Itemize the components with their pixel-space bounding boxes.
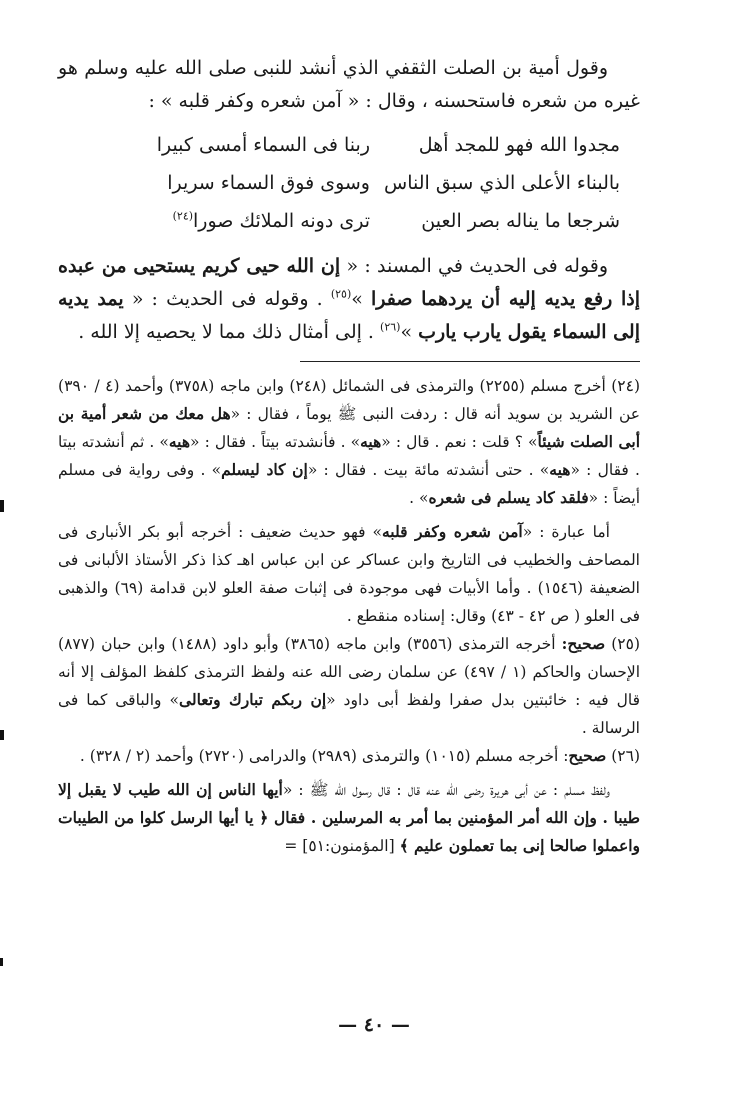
page-content <box>58 52 640 860</box>
footnote-ref: (٢٤) <box>172 209 194 223</box>
scan-mark <box>0 730 4 740</box>
scan-mark <box>0 958 3 966</box>
footnote-26: (٢٦) صحيح: أخرجه مسلم (١٠١٥) والترمذى (٢٩٨٩) والدرامى (٢٧٢٠) وأحمد (٢ / ٣٢٨) . <box>79 746 640 765</box>
poem-verse <box>58 164 640 202</box>
footnote-25: (٢٥) صحيح: أخرجه الترمذى (٣٥٥٦) وابن ماجه (٣٨٦٥) وأبو داود (١٤٨٨) وابن حبان (٨٧٧) الإحسان والحاكم (١ / ٤٩٧) عن سلمان رضى الله عنه ولفظ الترمذى كلفظ المؤلف إلا أنه قال فيه : خائبتين بدل صفرا ولفظ أبى داود «إن ربكم تبارك وتعالى» والباقى كما فى الرسالة . <box>58 634 641 737</box>
poem-verse <box>58 126 640 164</box>
verse-second-hemistich: ترى دونه الملائك صورا$^{(٢٤)}$ <box>172 209 370 232</box>
footnote-ref: (٢٥) <box>330 287 352 301</box>
scan-mark <box>0 500 4 512</box>
verse-second-hemistich: وسوى فوق السماء سريرا <box>167 172 370 194</box>
footnote-24-continued: أما عبارة : «آمن شعره وكفر قلبه» فهو حديث ضعيف : أخرجه أبو بكر الأنبارى فى المصاحف والخطيب فى التاريخ وابن عساكر عن ابن عباس اهـ كذا ذكر الأستاذ الألبانى فى الضعيفة (١٥٤٦) . وأما الأبيات فهى موجودة فى إثبات صفة العلو لابن قدامة (٦٩) والذهبى فى العلو ( ص ٤٢ - ٤٣) وقال: إسناده منقطع . <box>58 522 640 625</box>
main-text <box>58 52 640 349</box>
paragraph-hadith: وقوله فى الحديث في المسند : « إن الله حيى كريم يستحيى من عبده إذا رفع يديه إليه أن يردهما صفرا »$^{(٢٥)}$ . وقوله فى الحديث : « يمد يديه إلى السماء يقول يارب يارب »$^{(٢٦)}$ . إلى أمثال ذلك مما لا يحصيه إلا الله . <box>58 255 641 343</box>
footnote-26-continued: ولفظ مسلم : عن أبى هريرة رضى الله عنه قال : قال رسول الله ﷺ : «أيها الناس إن الله طيب لا يقبل إلا طيبا . وإن الله أمر المؤمنين بما أمر به المرسلين . فقال ﴿ يا أيها الرسل كلوا من الطيبات واعملوا صالحا إنى بما تعملون عليم ﴾ [المؤمنون:٥١] = <box>58 780 640 855</box>
poem-verse <box>58 202 640 240</box>
verse-second-hemistich: ربنا فى السماء أمسى كبيرا <box>156 134 370 156</box>
footnote-separator <box>300 361 640 362</box>
footnote-24: (٢٤) أخرج مسلم (٢٢٥٥) والترمذى فى الشمائل (٢٤٨) وابن ماجه (٣٧٥٨) وأحمد (٤ / ٣٩٠) عن الشريد بن سويد أنه قال : ردفت النبى ﷺ يوماً ، فقال : «هل معك من شعر أمية بن أبى الصلت شيئاً» ؟ قلت : نعم . قال : «هيه» . فأنشدته بيتاً . فقال : «هيه» . ثم أنشدته بيتا . فقال : «هيه» . حتى أنشدته مائة بيت . فقال : «إن كاد ليسلم» . وفى رواية فى مسلم أيضاً : «فلقد كاد يسلم فى شعره» . <box>58 377 641 507</box>
hadith-quote: إن الله حيى كريم يستحيى من عبده إذا رفع يديه إليه أن يردهما صفرا <box>58 255 641 310</box>
paragraph-intro: وقول أمية بن الصلت الثقفي الذي أنشد للنبى صلى الله عليه وسلم هو غيره من شعره فاستحسنه ، وقال : « آمن شعره وكفر قلبه » : <box>58 57 640 112</box>
hadith-quote: يمد يديه إلى السماء يقول يارب يارب <box>58 288 640 343</box>
footnote-ref: (٢٦) <box>380 320 401 334</box>
verse-first-hemistich: بالبناء الأعلى الذي سبق الناس <box>384 172 620 194</box>
footnotes <box>58 372 640 860</box>
page-number: — ٤٠ — <box>338 1014 410 1036</box>
verse-first-hemistich: مجدوا الله فهو للمجد أهل <box>418 134 620 156</box>
verse-first-hemistich: شرجعا ما يناله بصر العين <box>421 210 620 232</box>
poem <box>58 126 640 240</box>
